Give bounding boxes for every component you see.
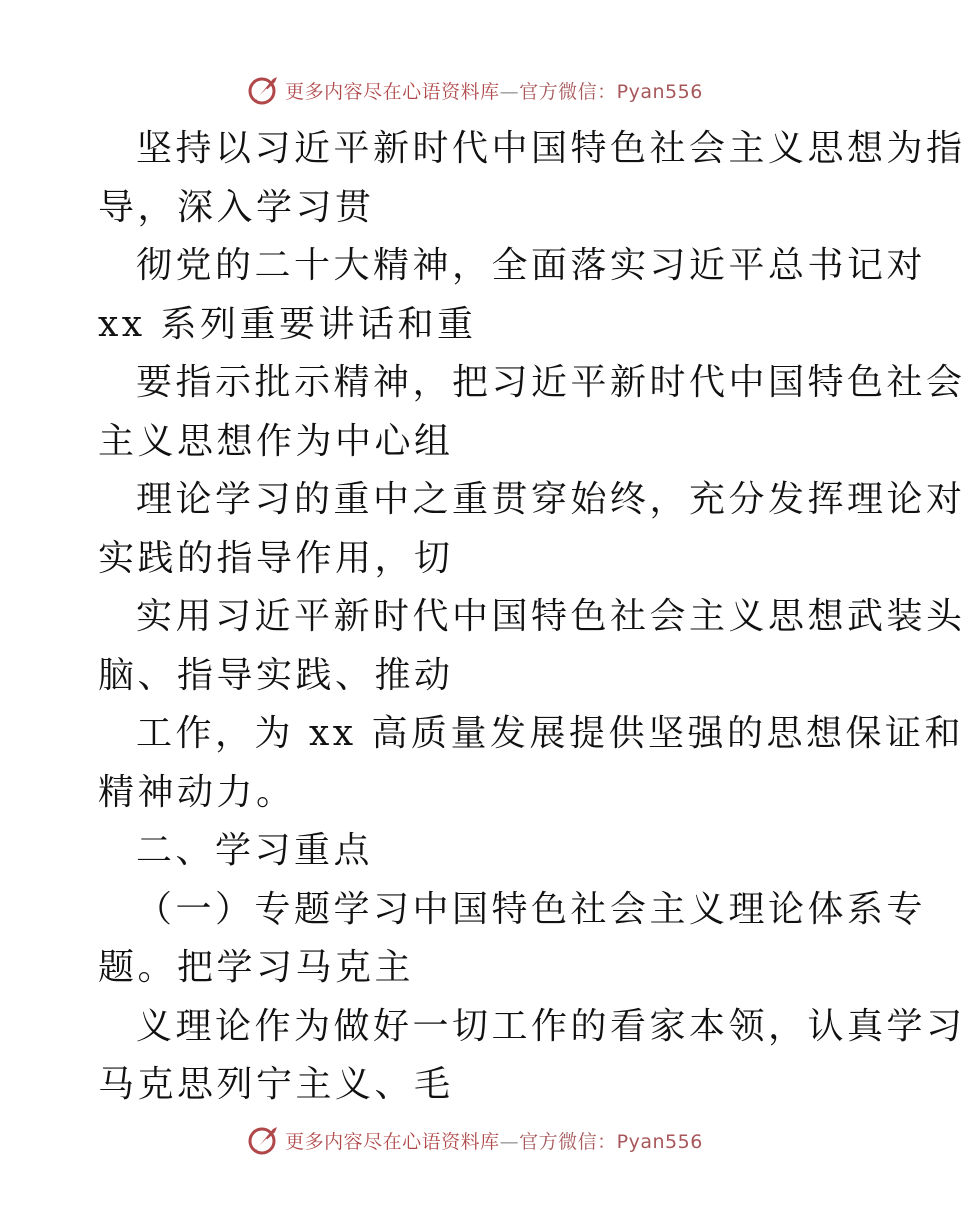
watermark-separator: — (499, 1130, 520, 1153)
text-line: （一）专题学习中国特色社会主义理论体系专 (136, 888, 927, 930)
text-line: 脑、指导实践、推动 (98, 654, 454, 696)
watermark-text (285, 77, 703, 104)
text-line: 精神动力。 (98, 771, 296, 813)
text-line: xx 系列重要讲话和重 (98, 303, 477, 345)
footer-watermark (0, 1120, 950, 1160)
header-watermark (0, 70, 950, 110)
watermark-wechat: 官方微信：Pyan556 (519, 80, 703, 103)
document-body (98, 120, 966, 1115)
text-line: 马克思列宁主义、毛 (98, 1064, 454, 1105)
text-line: 题。把学习马克主 (98, 947, 415, 988)
text-line: 二、学习重点 (136, 830, 374, 871)
text-line: 实践的指导作用，切 (98, 537, 454, 579)
text-line: 坚持以习近平新时代中国特色社会主义思想为指 (136, 128, 966, 169)
text-line: 理论学习的重中之重贯穿始终，充分发挥理论对 (136, 479, 966, 520)
watermark-library-name: 更多内容尽在心语资料库 (285, 1130, 500, 1153)
quill-logo-icon (247, 1123, 281, 1157)
text-line: 彻党的二十大精神，全面落实习近平总书记对 (136, 245, 927, 286)
watermark-text (285, 1127, 703, 1154)
text-line: 要指示批示精神，把习近平新时代中国特色社会 (136, 362, 966, 403)
text-line: 义理论作为做好一切工作的看家本领，认真学习 (136, 1005, 966, 1047)
text-line: 主义思想作为中心组 (98, 420, 454, 462)
watermark-separator: — (499, 80, 520, 103)
text-line: 导，深入学习贯 (98, 186, 375, 228)
quill-logo-icon (247, 73, 281, 107)
watermark-library-name: 更多内容尽在心语资料库 (285, 80, 500, 103)
text-line: 实用习近平新时代中国特色社会主义思想武装头 (136, 596, 966, 637)
text-line: 工作，为 xx 高质量发展提供坚强的思想保证和 (136, 713, 964, 754)
watermark-wechat: 官方微信：Pyan556 (519, 1130, 703, 1153)
